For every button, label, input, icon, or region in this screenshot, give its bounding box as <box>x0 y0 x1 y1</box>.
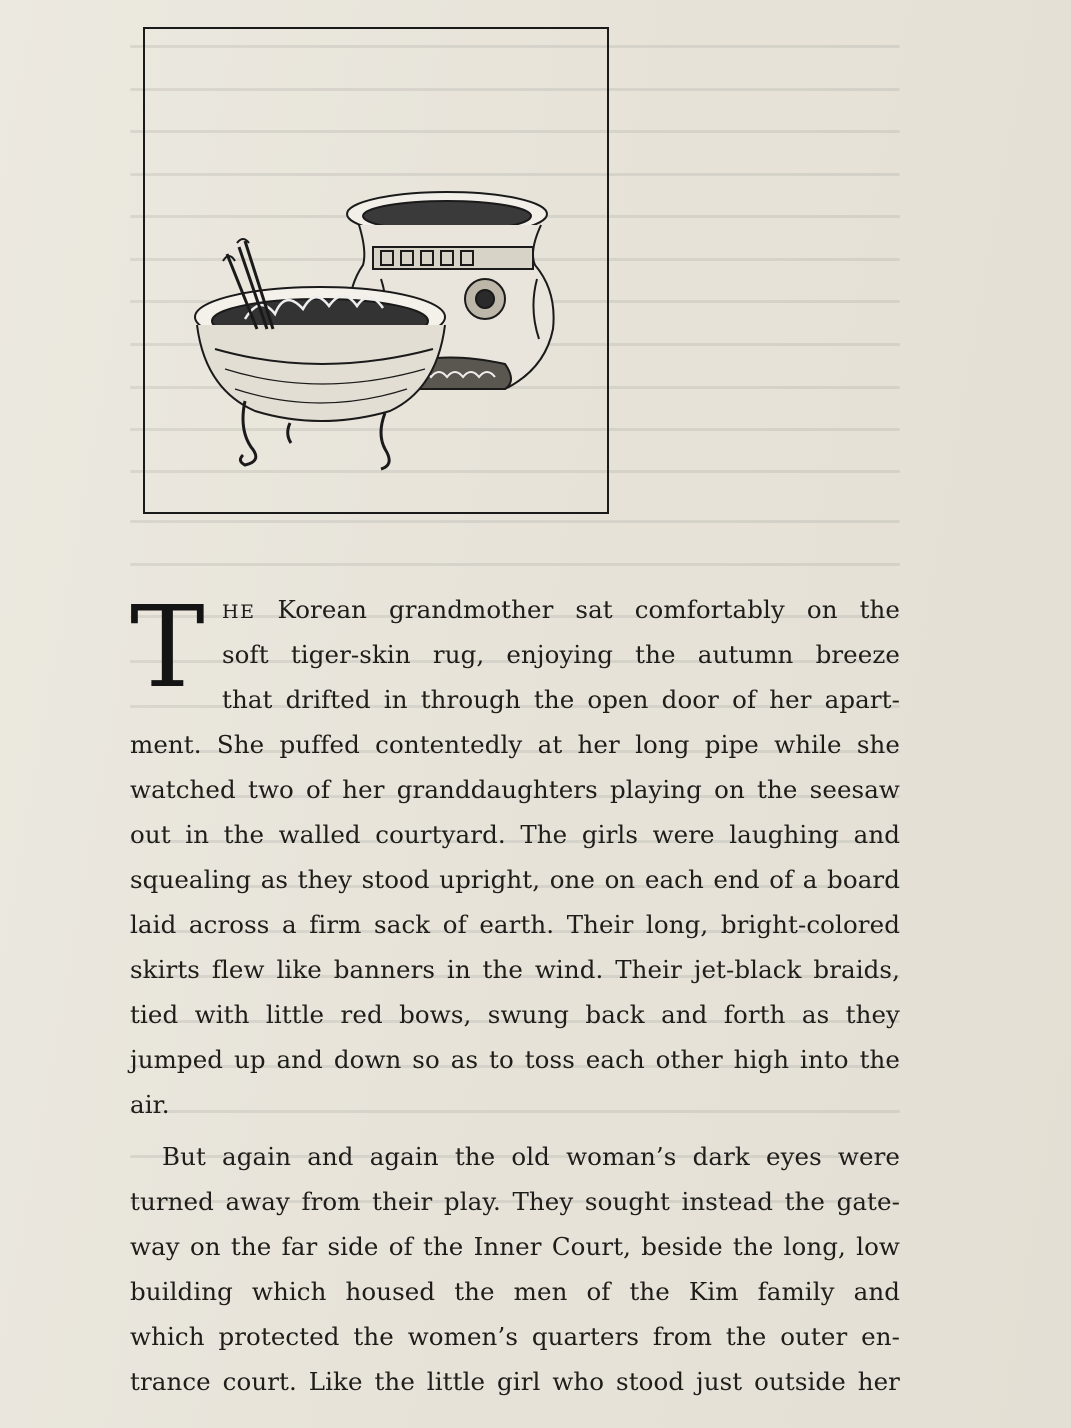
text-line-4: ment. She puffed contentedly at her long pipe while she <box>130 730 900 759</box>
text-line-16: building which housed the men of the Kim family and <box>130 1277 900 1306</box>
text-line-18: trance court. Like the little girl who stood just outside her <box>130 1367 900 1396</box>
text-line-15: way on the far side of the Inner Court, beside the long, low <box>130 1232 900 1261</box>
text-line-5: watched two of her granddaughters playing on the seesaw <box>130 775 900 804</box>
text-line-13: But again and again the old woman’s dark eyes were <box>162 1142 900 1171</box>
illustration-frame <box>143 27 609 514</box>
text-line-11: jumped up and down so as to toss each other high into the <box>130 1045 900 1074</box>
small-caps-word: HE <box>222 601 256 623</box>
text-line-7: squealing as they stood upright, one on each end of a board <box>130 865 900 894</box>
text-line-9: skirts flew like banners in the wind. Their jet-black braids, <box>130 955 900 984</box>
text-line-10: tied with little red bows, swung back and forth as they <box>130 1000 900 1029</box>
korean-brazier-and-jar-icon <box>145 29 607 512</box>
text-line-3: that drifted in through the open door of her apart- <box>222 685 900 714</box>
text-line-8: laid across a firm sack of earth. Their long, bright-colored <box>130 910 900 939</box>
text-line-2: soft tiger-skin rug, enjoying the autumn breeze <box>222 640 900 669</box>
text-line-1: HE Korean grandmother sat comfortably on the <box>222 595 900 624</box>
text-line-12: air. <box>130 1090 170 1119</box>
text-line-6: out in the walled courtyard. The girls were laughing and <box>130 820 900 849</box>
drop-cap: T <box>130 583 205 713</box>
text-line-17: which protected the women’s quarters from the outer en- <box>130 1322 900 1351</box>
text-line-14: turned away from their play. They sought instead the gate- <box>130 1187 900 1216</box>
